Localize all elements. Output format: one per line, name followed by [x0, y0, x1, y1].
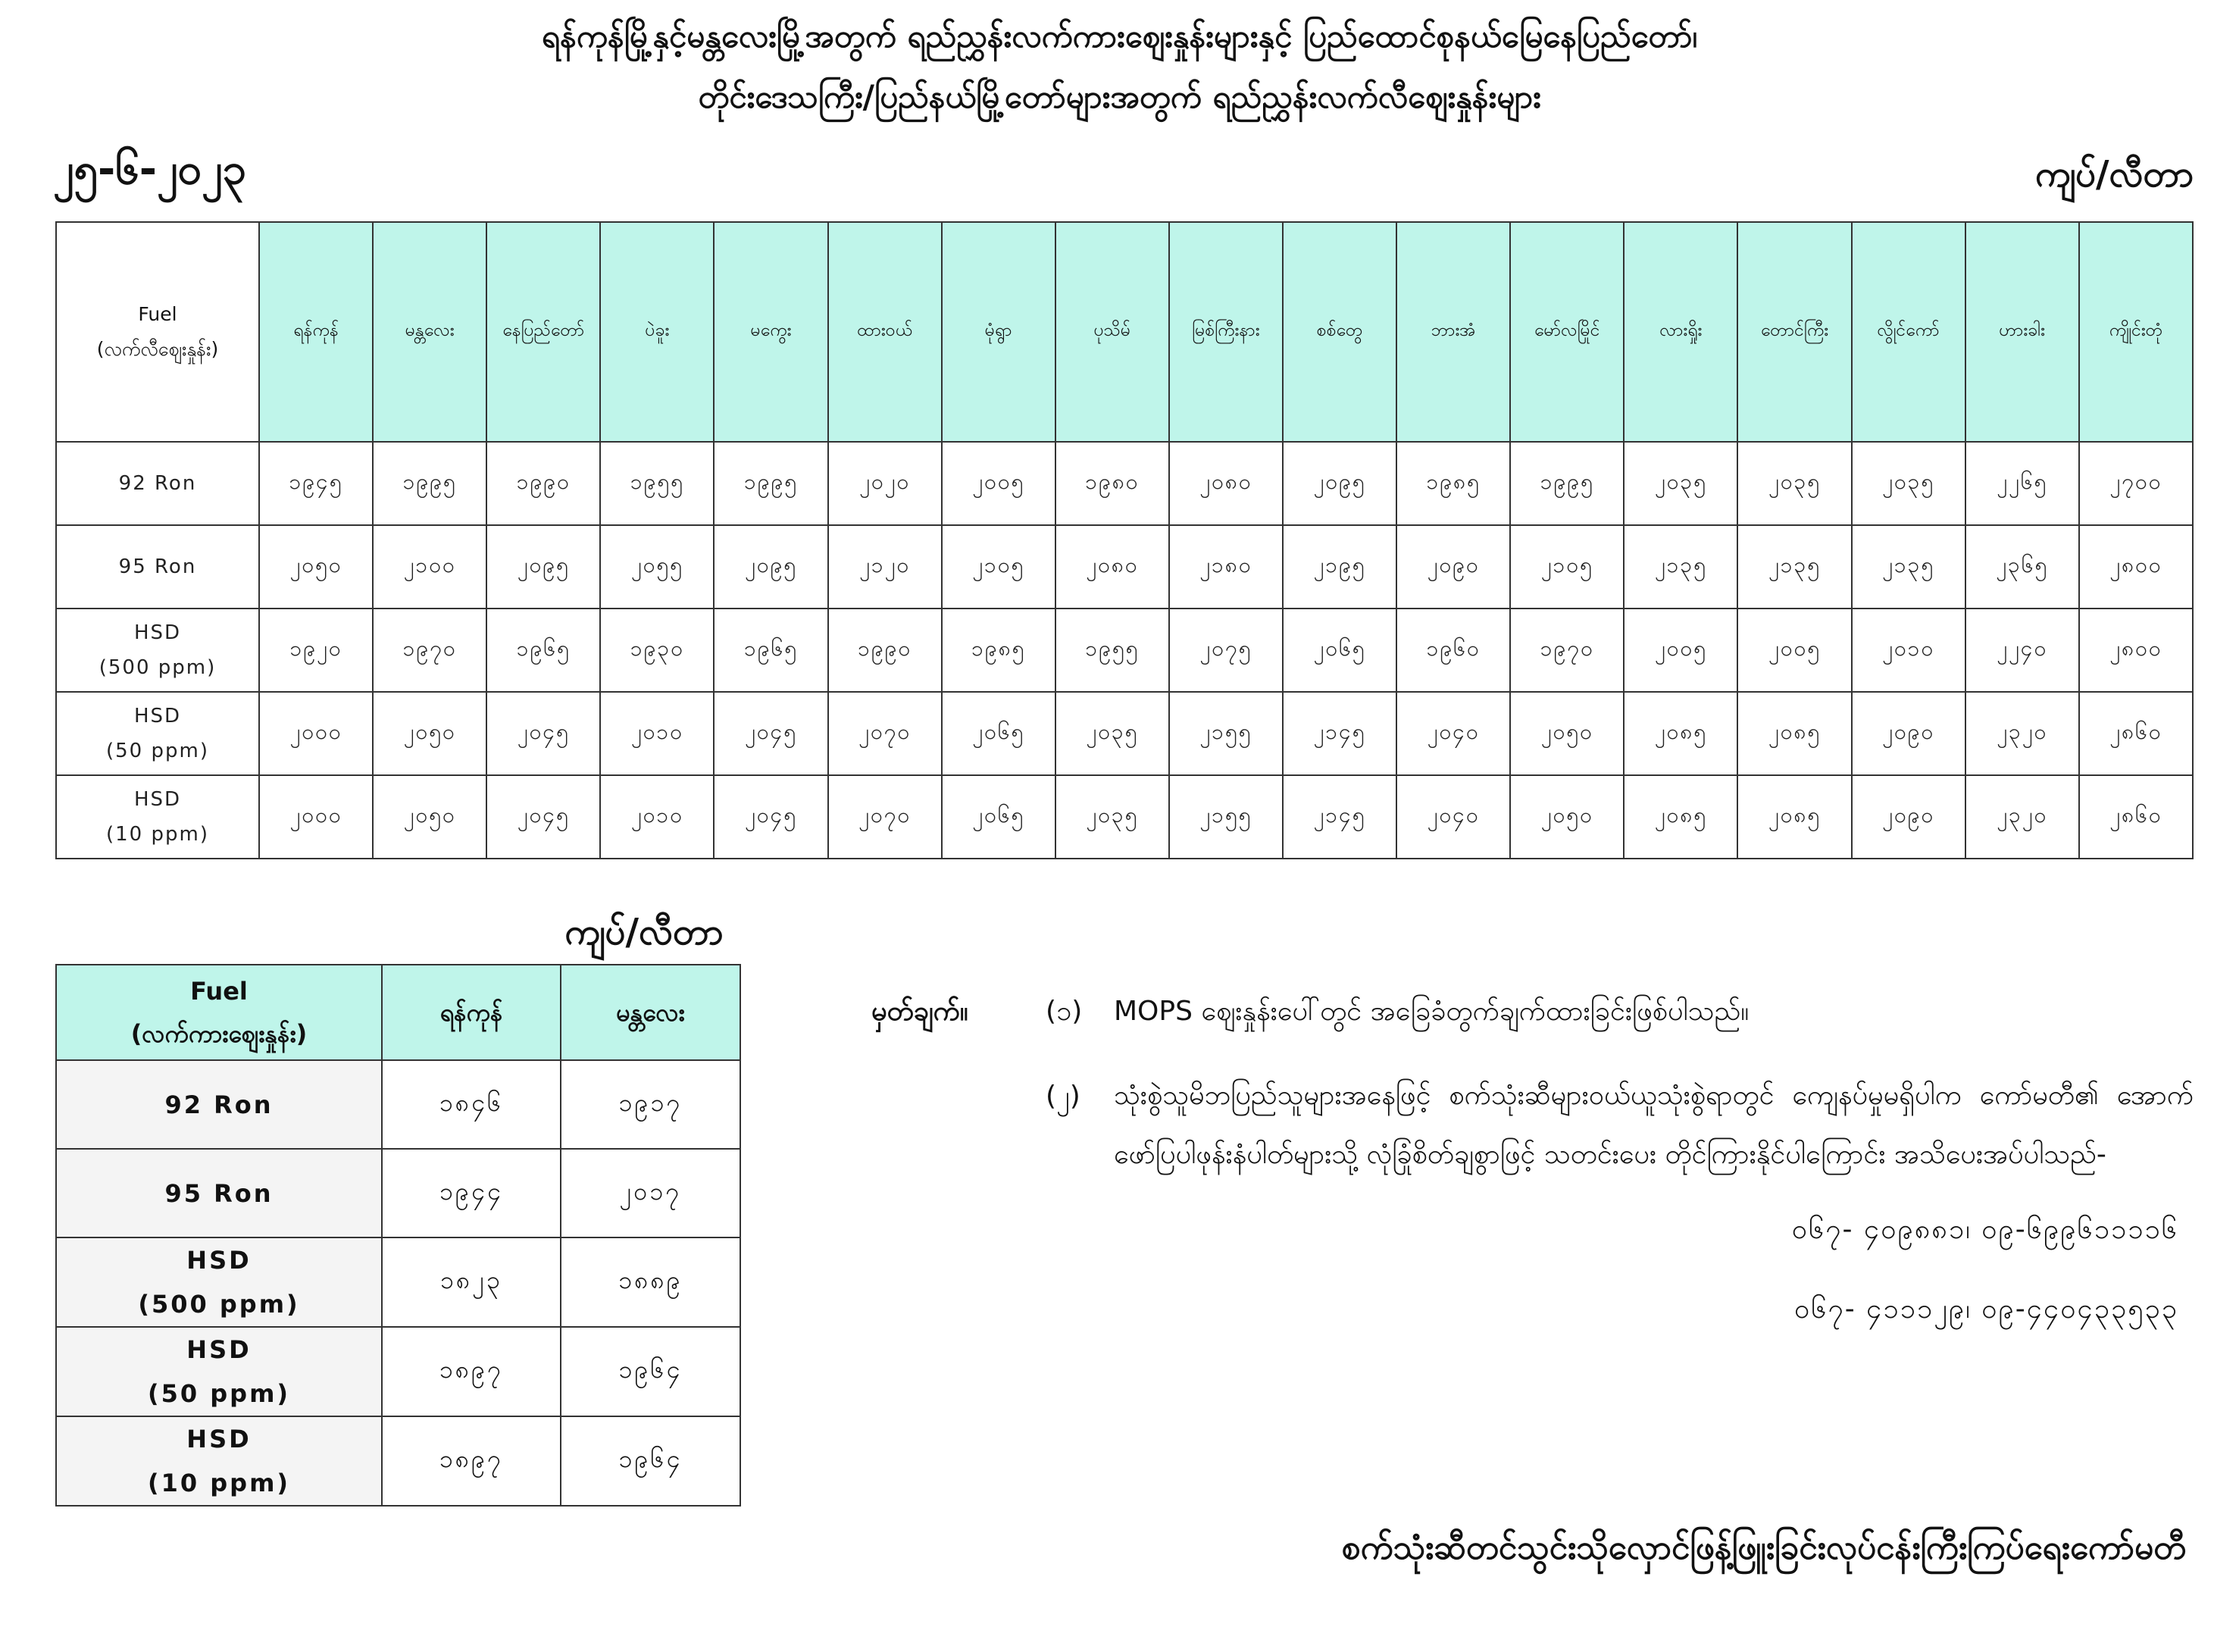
price-cell: ၁၉၈၅	[942, 609, 1055, 692]
price-cell: ၁၉၄၄	[382, 1149, 561, 1237]
price-cell: ၂၀၄၀	[1396, 692, 1510, 775]
fuel-type-text: (50 ppm)	[147, 1379, 291, 1408]
wholesale-fuel-header	[56, 965, 382, 1060]
phone-numbers-line1: ၀၆၇- ၄၀၉၈၈၁၊ ၀၉-၆၉၉၆၁၁၁၁၆	[1791, 1214, 2178, 1245]
price-cell: ၂၇၀၀	[2079, 442, 2193, 525]
price-cell: ၂၀၅၅	[600, 525, 714, 609]
price-cell: ၂၀၉၅	[714, 525, 827, 609]
price-cell: ၂၀၆၅	[942, 775, 1055, 859]
price-cell: ၂၁၃၅	[1624, 525, 1737, 609]
price-cell: ၂၀၃၅	[1737, 442, 1851, 525]
fuel-type-text: HSD	[186, 1425, 252, 1453]
table-row	[56, 692, 2193, 775]
price-cell: ၂၃၂၀	[1965, 775, 2079, 859]
fuel-type-text: (10 ppm)	[106, 823, 209, 846]
note-number: (၂)	[1046, 1081, 1080, 1112]
column-header: ထားဝယ်	[828, 222, 942, 442]
price-cell: ၂၁၅၅	[1169, 692, 1283, 775]
price-cell: ၂၈၆၀	[2079, 775, 2193, 859]
fuel-type-label	[56, 442, 259, 525]
price-cell: ၂၁၃၅	[1737, 525, 1851, 609]
fuel-type-label	[56, 525, 259, 609]
price-cell: ၁၉၆၄	[561, 1416, 740, 1506]
price-cell: ၁၈၉၇	[382, 1416, 561, 1506]
price-cell: ၂၀၀၀	[259, 775, 373, 859]
price-cell: ၂၀၅၀	[259, 525, 373, 609]
price-cell: ၂၁၃၅	[1852, 525, 1965, 609]
table-row	[56, 1060, 740, 1149]
price-cell: ၂၀၉၀	[1396, 525, 1510, 609]
price-cell: ၂၀၀၀	[259, 692, 373, 775]
price-cell: ၁၉၉၅	[714, 442, 827, 525]
price-cell: ၁၈၉၇	[382, 1327, 561, 1416]
price-cell: ၂၀၃၅	[1055, 775, 1169, 859]
price-cell: ၂၀၉၀	[1852, 692, 1965, 775]
wholesale-price-table	[55, 964, 741, 1507]
note-number: (၁)	[1046, 996, 1083, 1027]
price-cell: ၂၀၁၀	[1852, 609, 1965, 692]
column-header: မြစ်ကြီးနား	[1169, 222, 1283, 442]
table-row	[56, 609, 2193, 692]
price-cell: ၁၉၉၅	[1510, 442, 1624, 525]
price-cell: ၂၀၄၅	[714, 775, 827, 859]
table-row	[56, 775, 2193, 859]
price-cell: ၂၈၆၀	[2079, 692, 2193, 775]
price-cell: ၂၀၀၅	[1624, 609, 1737, 692]
price-cell: ၁၉၈၀	[1055, 442, 1169, 525]
price-cell: ၁၉၂၀	[259, 609, 373, 692]
column-header: နေပြည်တော်	[486, 222, 600, 442]
page-title-line2: တိုင်းဒေသကြီး/ပြည်နယ်မြို့တော်များအတွက် ရည်ညွှန်းလက်လီဈေးနှုန်းများ	[698, 78, 1541, 115]
committee-name: စက်သုံးဆီတင်သွင်းသိုလှောင်ဖြန့်ဖြူးခြင်းလုပ်ငန်းကြီးကြပ်ရေးကော်မတီ	[1341, 1528, 2186, 1567]
fuel-type-text: HSD	[133, 705, 182, 727]
price-cell: ၂၀၁၀	[600, 692, 714, 775]
price-cell: ၂၀၈၅	[1737, 692, 1851, 775]
price-cell: ၂၀၈၅	[1624, 692, 1737, 775]
fuel-type-text: 92 Ron	[164, 1090, 274, 1119]
price-cell: ၁၉၆၄	[561, 1327, 740, 1416]
price-cell: ၂၀၅၀	[1510, 775, 1624, 859]
price-cell: ၂၀၆၅	[942, 692, 1055, 775]
price-cell: ၂၀၉၅	[486, 525, 600, 609]
price-cell: ၂၀၈၀	[1169, 442, 1283, 525]
column-header: မကွေး	[714, 222, 827, 442]
price-cell: ၂၀၃၅	[1624, 442, 1737, 525]
price-cell: ၂၁၀၅	[942, 525, 1055, 609]
price-cell: ၁၉၅၅	[1055, 609, 1169, 692]
price-cell: ၂၀၄၅	[486, 692, 600, 775]
retail-fuel-header	[56, 222, 259, 442]
fuel-type-label	[56, 1237, 382, 1327]
price-cell: ၂၀၇၅	[1169, 609, 1283, 692]
price-cell: ၁၉၇၀	[373, 609, 486, 692]
table-row	[56, 1416, 740, 1506]
price-cell: ၂၀၇၀	[828, 775, 942, 859]
price-cell: ၁၉၃၀	[600, 609, 714, 692]
fuel-type-label	[56, 1416, 382, 1506]
price-cell: ၁၉၅၅	[600, 442, 714, 525]
price-cell: ၁၈၈၉	[561, 1237, 740, 1327]
fuel-type-text: HSD	[133, 788, 182, 811]
price-cell: ၂၀၈၅	[1624, 775, 1737, 859]
price-cell: ၂၃၂၀	[1965, 692, 2079, 775]
fuel-type-label	[56, 1060, 382, 1149]
price-cell: ၂၀၁၀	[600, 775, 714, 859]
price-cell: ၂၀၀၅	[942, 442, 1055, 525]
column-header: တောင်ကြီး	[1737, 222, 1851, 442]
page-title-line1: ရန်ကုန်မြို့နှင့်မန္တလေးမြို့အတွက် ရည်ညွှန်းလက်ကားဈေးနှုန်းများနှင့် ပြည်ထောင်စုနယ်မြေနေပြည်တော်၊	[541, 17, 1698, 55]
price-cell: ၁၉၆၀	[1396, 609, 1510, 692]
price-cell: ၁၉၈၅	[1396, 442, 1510, 525]
price-cell: ၂၁၈၀	[1169, 525, 1283, 609]
notes-section	[871, 989, 2194, 1332]
column-header: ကျိုင်းတုံ	[2079, 222, 2193, 442]
wholesale-table-body	[56, 1060, 740, 1506]
price-cell: ၂၀၄၅	[714, 692, 827, 775]
table-row	[56, 1237, 740, 1327]
wholesale-fuel-header-line1: Fuel	[190, 977, 248, 1006]
price-cell: ၂၀၉၀	[1852, 775, 1965, 859]
column-header: မော်လမြိုင်	[1510, 222, 1624, 442]
retail-price-table	[55, 221, 2194, 859]
price-cell: ၁၈၄၆	[382, 1060, 561, 1149]
fuel-type-label	[56, 775, 259, 859]
notes-heading: မှတ်ချက်။	[871, 996, 968, 1027]
price-cell: ၂၁၉၅	[1283, 525, 1396, 609]
table-row	[56, 1149, 740, 1237]
column-header: လားရှိုး	[1624, 222, 1737, 442]
table-row	[56, 442, 2193, 525]
column-header: စစ်တွေ	[1283, 222, 1396, 442]
price-cell: ၂၁၄၅	[1283, 775, 1396, 859]
fuel-type-text: HSD	[186, 1335, 252, 1364]
price-cell: ၂၀၃၅	[1055, 692, 1169, 775]
price-cell: ၁၉၉၀	[828, 609, 942, 692]
column-header: လွိုင်ကော်	[1852, 222, 1965, 442]
price-cell: ၂၀၆၅	[1283, 609, 1396, 692]
price-cell: ၂၀၅၀	[1510, 692, 1624, 775]
price-cell: ၁၈၂၃	[382, 1237, 561, 1327]
price-cell: ၂၀၅၀	[373, 775, 486, 859]
wholesale-header-row	[56, 965, 740, 1060]
column-header: ရန်ကုန်	[382, 965, 561, 1060]
price-cell: ၂၂၄၀	[1965, 609, 2079, 692]
price-cell: ၂၃၆၅	[1965, 525, 2079, 609]
price-cell: ၂၁၅၅	[1169, 775, 1283, 859]
price-cell: ၂၀၄၅	[486, 775, 600, 859]
price-cell: ၂၈၀၀	[2079, 609, 2193, 692]
column-header: မန္တလေး	[561, 965, 740, 1060]
column-header: မုံရွာ	[942, 222, 1055, 442]
price-cell: ၂၂၆၅	[1965, 442, 2079, 525]
fuel-type-text: 92 Ron	[118, 472, 197, 495]
wholesale-unit-label: ကျပ်/လီတာ	[564, 911, 724, 953]
fuel-type-text: (10 ppm)	[147, 1469, 291, 1497]
fuel-type-text: (50 ppm)	[106, 740, 209, 762]
price-cell: ၂၁၄၅	[1283, 692, 1396, 775]
price-cell: ၂၀၈၀	[1055, 525, 1169, 609]
price-cell: ၂၀၀၅	[1737, 609, 1851, 692]
retail-table-body	[56, 442, 2193, 859]
price-cell: ၂၀၂၀	[828, 442, 942, 525]
fuel-type-label	[56, 1327, 382, 1416]
note-text: MOPS ဈေးနှုန်းပေါ်တွင် အခြေခံတွက်ချက်ထားခြင်းဖြစ်ပါသည်။	[1114, 996, 1750, 1027]
price-cell: ၂၀၁၇	[561, 1149, 740, 1237]
fuel-type-text: 95 Ron	[164, 1178, 274, 1208]
price-cell: ၂၀၄၀	[1396, 775, 1510, 859]
fuel-type-text: (500 ppm)	[99, 656, 217, 679]
fuel-type-label	[56, 1149, 382, 1237]
price-cell: ၂၀၇၀	[828, 692, 942, 775]
retail-header-row	[56, 222, 2193, 442]
fuel-type-label	[56, 609, 259, 692]
date-label: ၂၅-၆-၂၀၂၃	[53, 145, 247, 194]
column-header: မန္တလေး	[373, 222, 486, 442]
price-cell: ၂၈၀၀	[2079, 525, 2193, 609]
column-header: ရန်ကုန်	[259, 222, 373, 442]
note-text: သုံးစွဲသူမိဘပြည်သူများအနေဖြင့် စက်သုံးဆီများဝယ်ယူသုံးစွဲရာတွင် ကျေနပ်မှုမရှိပါက ကော်မတီ၏ အောက်ဖော်ပြပါဖုန်းနံပါတ်များသို့ လုံခြုံစိတ်ချစွာဖြင့် သတင်းပေး တိုင်ကြားနိုင်ပါကြောင်း အသိပေးအပ်ပါသည်-	[1114, 1080, 2194, 1170]
price-cell: ၂၁၂၀	[828, 525, 942, 609]
note-item-1	[871, 989, 2194, 1034]
fuel-type-text: HSD	[186, 1246, 252, 1275]
column-header: ပဲခူး	[600, 222, 714, 442]
price-cell: ၁၉၄၅	[259, 442, 373, 525]
column-header: ဘားအံ	[1396, 222, 1510, 442]
retail-unit-label: ကျပ်/လီတာ	[2034, 153, 2194, 196]
price-cell: ၁၉၁၇	[561, 1060, 740, 1149]
price-cell: ၁၉၇၀	[1510, 609, 1624, 692]
wholesale-fuel-header-line2: (လက်ကားဈေးနှုန်း)	[130, 1019, 308, 1048]
phone-numbers-line2: ၀၆၇- ၄၁၁၁၂၉၊ ၀၉-၄၄၀၄၃၃၅၃၃	[1794, 1294, 2178, 1325]
table-row	[56, 525, 2193, 609]
price-cell: ၂၀၅၀	[373, 692, 486, 775]
price-cell: ၁၉၉၀	[486, 442, 600, 525]
price-cell: ၁၉၉၅	[373, 442, 486, 525]
fuel-type-text: HSD	[133, 621, 182, 644]
retail-fuel-header-line2: (လက်လီဈေးနှုန်း)	[96, 338, 219, 360]
price-cell: ၂၀၉၅	[1283, 442, 1396, 525]
price-cell: ၂၁၀၀	[373, 525, 486, 609]
column-header: ဟားခါး	[1965, 222, 2079, 442]
fuel-type-text: 95 Ron	[118, 555, 197, 578]
retail-fuel-header-line1: Fuel	[138, 303, 177, 325]
price-cell: ၁၉၆၅	[714, 609, 827, 692]
price-cell: ၂၀၈၅	[1737, 775, 1851, 859]
price-cell: ၁၉၆၅	[486, 609, 600, 692]
table-row	[56, 1327, 740, 1416]
column-header: ပုသိမ်	[1055, 222, 1169, 442]
fuel-type-label	[56, 692, 259, 775]
fuel-type-text: (500 ppm)	[138, 1290, 300, 1319]
price-cell: ၂၁၀၅	[1510, 525, 1624, 609]
price-cell: ၂၀၃၅	[1852, 442, 1965, 525]
note-item-2	[871, 1074, 2194, 1184]
